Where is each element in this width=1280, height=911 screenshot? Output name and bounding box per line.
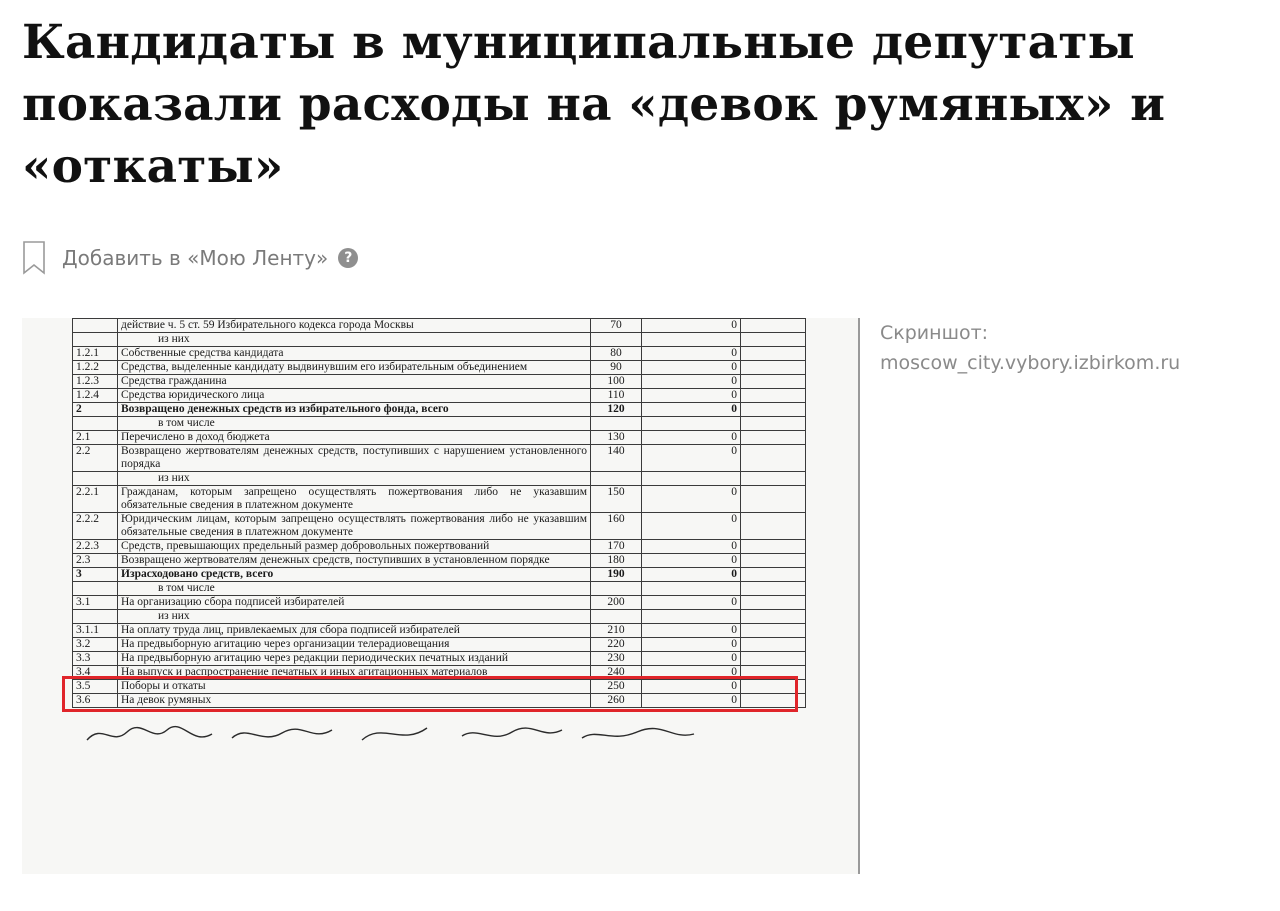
- document-row: [73, 513, 806, 540]
- row-sum: 0: [642, 431, 741, 445]
- row-number: [73, 319, 118, 333]
- row-name: На предвыборную агитацию через редакции периодических печатных изданий: [118, 652, 591, 666]
- handwritten-signature: [82, 718, 702, 748]
- row-number: 1.2.1: [73, 347, 118, 361]
- row-number: 2.2.3: [73, 540, 118, 554]
- row-note: [741, 486, 806, 513]
- row-note: [741, 582, 806, 596]
- row-note: [741, 540, 806, 554]
- document-row: [73, 582, 806, 596]
- document-row: [73, 445, 806, 472]
- row-note: [741, 610, 806, 624]
- row-name: Перечислено в доход бюджета: [118, 431, 591, 445]
- row-name: Юридическим лицам, которым запрещено осуществлять пожертвования либо не указавшим обязательные сведения в платежном документе: [118, 513, 591, 540]
- row-sum: 0: [642, 361, 741, 375]
- row-number: 2.2.2: [73, 513, 118, 540]
- document-row: [73, 319, 806, 333]
- row-code: 160: [591, 513, 642, 540]
- row-code: 210: [591, 624, 642, 638]
- row-name: Возвращено денежных средств из избирательного фонда, всего: [118, 403, 591, 417]
- row-name: На выпуск и распространение печатных и иных агитационных материалов: [118, 666, 591, 680]
- row-number: 1.2.4: [73, 389, 118, 403]
- row-code: 110: [591, 389, 642, 403]
- row-code: [591, 610, 642, 624]
- row-name: из них: [118, 610, 591, 624]
- row-note: [741, 554, 806, 568]
- row-note: [741, 417, 806, 431]
- row-code: 150: [591, 486, 642, 513]
- row-sum: 0: [642, 403, 741, 417]
- document-row: [73, 389, 806, 403]
- document-row: [73, 596, 806, 610]
- row-note: [741, 638, 806, 652]
- document-row: [73, 403, 806, 417]
- row-name: На предвыборную агитацию через организации телерадиовещания: [118, 638, 591, 652]
- row-note: [741, 513, 806, 540]
- row-number: 3.1.1: [73, 624, 118, 638]
- row-sum: 0: [642, 680, 741, 694]
- row-name: На организацию сбора подписей избирателей: [118, 596, 591, 610]
- document-row: [73, 638, 806, 652]
- row-note: [741, 624, 806, 638]
- row-name: Возвращено жертвователям денежных средств, поступивших с нарушением установленного порядка: [118, 445, 591, 472]
- row-number: [73, 582, 118, 596]
- row-code: 230: [591, 652, 642, 666]
- row-name: Гражданам, которым запрещено осуществлять пожертвования либо не указавшим обязательные сведения в платежном документе: [118, 486, 591, 513]
- caption-source: moscow_city.vybory.izbirkom.ru: [880, 352, 1181, 374]
- row-sum: [642, 610, 741, 624]
- row-code: 240: [591, 666, 642, 680]
- row-code: [591, 333, 642, 347]
- document-row: [73, 540, 806, 554]
- add-to-feed-control[interactable]: [22, 240, 358, 276]
- row-sum: 0: [642, 638, 741, 652]
- row-number: [73, 333, 118, 347]
- row-note: [741, 319, 806, 333]
- row-sum: [642, 417, 741, 431]
- row-code: 260: [591, 694, 642, 708]
- row-number: 3.5: [73, 680, 118, 694]
- row-code: 170: [591, 540, 642, 554]
- row-sum: [642, 472, 741, 486]
- document-row: [73, 375, 806, 389]
- row-note: [741, 652, 806, 666]
- row-note: [741, 596, 806, 610]
- document-row: [73, 361, 806, 375]
- row-number: 3.6: [73, 694, 118, 708]
- document-row: [73, 347, 806, 361]
- row-name: Средства юридического лица: [118, 389, 591, 403]
- row-number: 2.3: [73, 554, 118, 568]
- row-name: Возвращено жертвователям денежных средств, поступивших в установленном порядке: [118, 554, 591, 568]
- row-code: 130: [591, 431, 642, 445]
- row-sum: 0: [642, 554, 741, 568]
- row-name: в том числе: [118, 582, 591, 596]
- row-note: [741, 347, 806, 361]
- row-sum: 0: [642, 652, 741, 666]
- row-name: действие ч. 5 ст. 59 Избирательного кодекса города Москвы: [118, 319, 591, 333]
- document-row: [73, 486, 806, 513]
- row-sum: 0: [642, 624, 741, 638]
- row-sum: 0: [642, 375, 741, 389]
- row-number: 3.2: [73, 638, 118, 652]
- document-row: [73, 652, 806, 666]
- row-code: 220: [591, 638, 642, 652]
- document-table: [72, 318, 806, 708]
- document-row: [73, 333, 806, 347]
- row-sum: 0: [642, 666, 741, 680]
- row-sum: 0: [642, 596, 741, 610]
- row-note: [741, 333, 806, 347]
- row-name: Израсходовано средств, всего: [118, 568, 591, 582]
- row-number: [73, 472, 118, 486]
- row-code: 90: [591, 361, 642, 375]
- row-sum: 0: [642, 319, 741, 333]
- document-row: [73, 624, 806, 638]
- row-name: Средства гражданина: [118, 375, 591, 389]
- row-number: 2: [73, 403, 118, 417]
- row-sum: 0: [642, 445, 741, 472]
- row-number: 3: [73, 568, 118, 582]
- document-row: [73, 417, 806, 431]
- article-headline: Кандидаты в муниципальные депутаты показали расходы на «девок румяных» и «откаты»: [22, 15, 1166, 194]
- row-name: Поборы и откаты: [118, 680, 591, 694]
- row-name: На оплату труда лиц, привлекаемых для сбора подписей избирателей: [118, 624, 591, 638]
- row-number: 1.2.2: [73, 361, 118, 375]
- row-note: [741, 445, 806, 472]
- row-note: [741, 375, 806, 389]
- row-note: [741, 361, 806, 375]
- row-code: [591, 472, 642, 486]
- row-code: 80: [591, 347, 642, 361]
- row-code: 250: [591, 680, 642, 694]
- row-sum: 0: [642, 540, 741, 554]
- row-note: [741, 389, 806, 403]
- image-caption: [880, 318, 1260, 378]
- row-note: [741, 403, 806, 417]
- document-row: [73, 431, 806, 445]
- row-name: в том числе: [118, 417, 591, 431]
- row-code: 190: [591, 568, 642, 582]
- row-sum: 0: [642, 513, 741, 540]
- row-code: [591, 582, 642, 596]
- row-sum: [642, 582, 741, 596]
- row-number: [73, 610, 118, 624]
- row-number: [73, 417, 118, 431]
- highlight-box: [62, 676, 798, 712]
- row-number: 2.2: [73, 445, 118, 472]
- row-note: [741, 472, 806, 486]
- row-code: 100: [591, 375, 642, 389]
- row-code: 70: [591, 319, 642, 333]
- row-number: 2.2.1: [73, 486, 118, 513]
- row-name: из них: [118, 472, 591, 486]
- document-screenshot: [22, 318, 860, 874]
- row-code: [591, 417, 642, 431]
- row-code: 180: [591, 554, 642, 568]
- help-icon[interactable]: ?: [338, 248, 358, 268]
- row-number: 3.3: [73, 652, 118, 666]
- row-number: 2.1: [73, 431, 118, 445]
- row-number: 1.2.3: [73, 375, 118, 389]
- document-row: [73, 610, 806, 624]
- add-to-feed-label[interactable]: Добавить в «Мою Ленту»: [62, 246, 329, 270]
- row-note: [741, 431, 806, 445]
- document-row: [73, 472, 806, 486]
- row-note: [741, 568, 806, 582]
- row-code: 120: [591, 403, 642, 417]
- document-row: [73, 554, 806, 568]
- row-name: из них: [118, 333, 591, 347]
- row-name: На девок румяных: [118, 694, 591, 708]
- bookmark-icon[interactable]: [22, 241, 46, 275]
- row-sum: [642, 333, 741, 347]
- row-name: Собственные средства кандидата: [118, 347, 591, 361]
- row-number: 3.4: [73, 666, 118, 680]
- row-sum: 0: [642, 389, 741, 403]
- row-sum: 0: [642, 347, 741, 361]
- row-name: Средств, превышающих предельный размер добровольных пожертвований: [118, 540, 591, 554]
- row-code: 140: [591, 445, 642, 472]
- caption-label: Скриншот:: [880, 322, 989, 344]
- row-sum: 0: [642, 694, 741, 708]
- row-sum: 0: [642, 486, 741, 513]
- row-name: Средства, выделенные кандидату выдвинувшим его избирательным объединением: [118, 361, 591, 375]
- row-number: 3.1: [73, 596, 118, 610]
- document-row: [73, 568, 806, 582]
- row-code: 200: [591, 596, 642, 610]
- row-sum: 0: [642, 568, 741, 582]
